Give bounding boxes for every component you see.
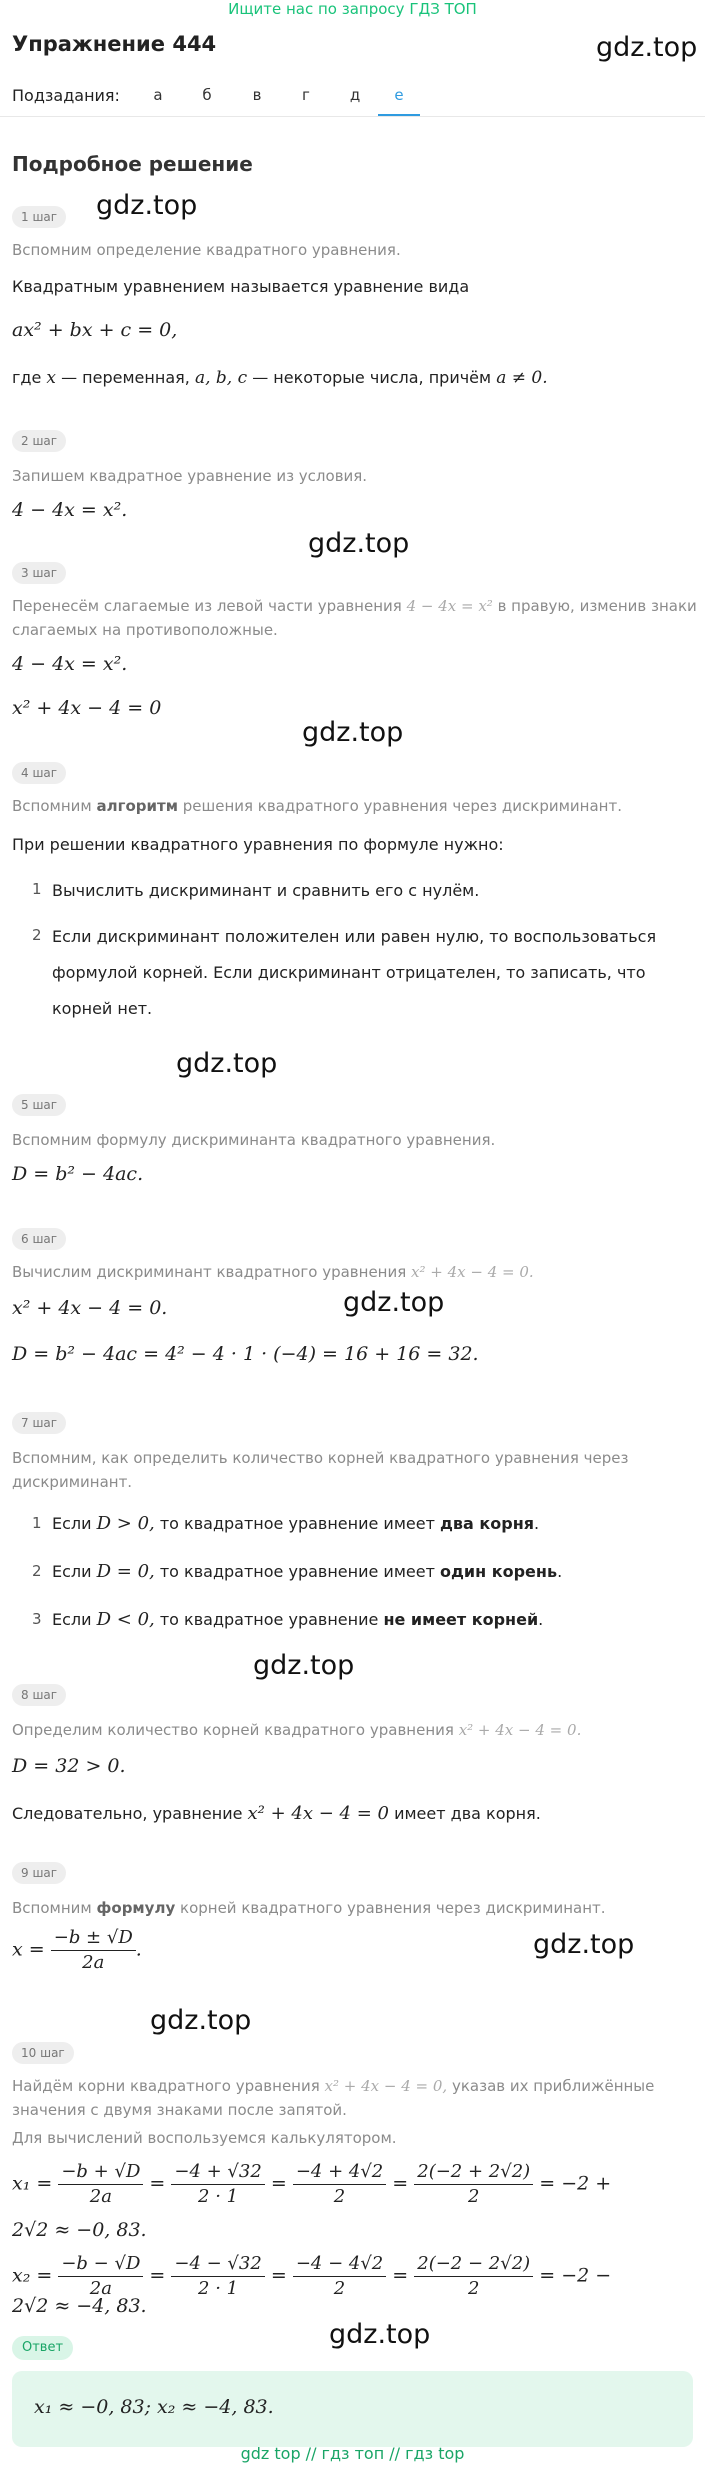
- root-x1-computation: x₁ = $\frac{-b + √D}{2a}$ = $\frac{-4 + √32}{2 \cdot 1}$ = $\frac{-4 + 4√2}{2}$ = $\frac{2(-2 + 2√2)}{2}$ = −2 +: [12, 2161, 612, 2207]
- footer-links[interactable]: gdz top // гдз топ // гдз top: [240, 2444, 465, 2463]
- formula: D = b² − 4ac.: [12, 1163, 144, 1185]
- list-item-line: корней нет.: [52, 999, 153, 1018]
- list-item: Если дискриминант положителен или равен нулю, то воспользоваться: [52, 927, 657, 946]
- answer-value: x₁ ≈ −0, 83; x₂ ≈ −4, 83.: [34, 2396, 274, 2418]
- root-x2-computation: x₂ = $\frac{-b - √D}{2a}$ = $\frac{-4 - √32}{2 \cdot 1}$ = $\frac{-4 - 4√2}{2}$ = $\frac{2(-2 - 2√2)}{2}$ = −2 −: [12, 2253, 612, 2299]
- tab-e[interactable]: е: [394, 86, 404, 104]
- step-hint: Вспомним формулу дискриминанта квадратного уравнения.: [12, 1131, 496, 1149]
- formula: ax² + bx + c = 0,: [12, 319, 178, 341]
- definition-where: где x — переменная, a, b, c — некоторые числа, причём a ≠ 0.: [12, 368, 548, 388]
- tab-g[interactable]: г: [302, 86, 310, 104]
- step-hint: Вспомним формулу корней квадратного уравнения через дискриминант.: [12, 1899, 606, 1917]
- formula: x² + 4x − 4 = 0.: [12, 1297, 168, 1319]
- watermark: gdz.top: [343, 1287, 445, 1318]
- step-badge: 10 шаг: [12, 2042, 74, 2064]
- step-hint-line2: слагаемых на противоположные.: [12, 621, 278, 639]
- formula: x² + 4x − 4 = 0: [12, 697, 162, 719]
- watermark: gdz.top: [150, 2005, 252, 2036]
- top-search-link[interactable]: Ищите нас по запросу ГДЗ ТОП: [228, 0, 477, 18]
- step-badge: 8 шаг: [12, 1684, 66, 1706]
- list-item-number: 1: [32, 1514, 42, 1532]
- step-badge: 6 шаг: [12, 1228, 66, 1250]
- list-item: Если D < 0, то квадратное уравнение не имеет корней.: [52, 1609, 544, 1630]
- watermark: gdz.top: [253, 1650, 355, 1681]
- formula: D = b² − 4ac = 4² − 4 · 1 · (−4) = 16 + 16 = 32.: [12, 1343, 479, 1365]
- roots-formula: x = $\frac{-b \pm √D}{2a}$ .: [12, 1927, 142, 1973]
- step-hint-line2: дискриминант.: [12, 1473, 133, 1491]
- list-item: Если D > 0, то квадратное уравнение имеет два корня.: [52, 1513, 540, 1534]
- tab-d[interactable]: д: [349, 86, 361, 104]
- page-title: Упражнение 444: [12, 32, 217, 56]
- tab-a[interactable]: а: [153, 86, 163, 104]
- list-item-line: формулой корней. Если дискриминант отрицателен, то записать, что: [52, 963, 646, 982]
- step-badge: 3 шаг: [12, 562, 66, 584]
- definition-text: Квадратным уравнением называется уравнение вида: [12, 277, 470, 296]
- tab-b[interactable]: б: [202, 86, 212, 104]
- subtasks-label: Подзадания:: [12, 86, 120, 105]
- watermark: gdz.top: [533, 1929, 635, 1960]
- step-badge: 1 шаг: [12, 206, 66, 228]
- list-item-number: 2: [32, 1562, 42, 1580]
- tabs-divider: [0, 116, 705, 117]
- step-badge: 2 шаг: [12, 430, 66, 452]
- list-item-number: 3: [32, 1610, 42, 1628]
- step-badge: 4 шаг: [12, 762, 66, 784]
- step-hint: Определим количество корней квадратного уравнения x² + 4x − 4 = 0.: [12, 1721, 582, 1739]
- tab-v[interactable]: в: [252, 86, 262, 104]
- formula: 4 − 4x = x².: [12, 499, 128, 521]
- list-item: Вычислить дискриминант и сравнить его с нулём.: [52, 881, 480, 900]
- formula: 4 − 4x = x².: [12, 653, 128, 675]
- step-hint: Вспомним, как определить количество корней квадратного уравнения через: [12, 1449, 629, 1467]
- list-item: Если D = 0, то квадратное уравнение имеет один корень.: [52, 1561, 563, 1582]
- step-hint: Вспомним определение квадратного уравнения.: [12, 241, 401, 259]
- step-hint: Вспомним алгоритм решения квадратного уравнения через дискриминант.: [12, 797, 622, 815]
- watermark: gdz.top: [308, 528, 410, 559]
- section-title: Подробное решение: [12, 152, 253, 176]
- list-item-number: 1: [32, 880, 42, 898]
- watermark: gdz.top: [96, 190, 198, 221]
- step-badge: 9 шаг: [12, 1862, 66, 1884]
- root-x1-result: 2√2 ≈ −0, 83.: [12, 2219, 147, 2241]
- step-hint: Запишем квадратное уравнение из условия.: [12, 467, 368, 485]
- algorithm-intro: При решении квадратного уравнения по формуле нужно:: [12, 835, 504, 854]
- watermark: gdz.top: [329, 2319, 431, 2350]
- watermark: gdz.top: [302, 717, 404, 748]
- watermark: gdz.top: [596, 32, 698, 63]
- answer-badge: Ответ: [12, 2336, 73, 2360]
- step-hint-line3: Для вычислений воспользуемся калькулятором.: [12, 2129, 397, 2147]
- watermark: gdz.top: [176, 1048, 278, 1079]
- step-hint: Найдём корни квадратного уравнения x² + 4x − 4 = 0, указав их приближённые: [12, 2077, 655, 2095]
- list-item-number: 2: [32, 926, 42, 944]
- conclusion: Следовательно, уравнение x² + 4x − 4 = 0 имеет два корня.: [12, 1803, 541, 1824]
- step-badge: 7 шаг: [12, 1412, 66, 1434]
- step-badge: 5 шаг: [12, 1094, 66, 1116]
- step-hint: Вычислим дискриминант квадратного уравнения x² + 4x − 4 = 0.: [12, 1263, 534, 1281]
- answer-box: [12, 2371, 693, 2447]
- step-hint: Перенесём слагаемые из левой части уравнения 4 − 4x = x² в правую, изменив знаки: [12, 597, 697, 615]
- step-hint-line2: значения с двумя знаками после запятой.: [12, 2101, 347, 2119]
- root-x2-result: 2√2 ≈ −4, 83.: [12, 2295, 147, 2317]
- formula: D = 32 > 0.: [12, 1755, 126, 1777]
